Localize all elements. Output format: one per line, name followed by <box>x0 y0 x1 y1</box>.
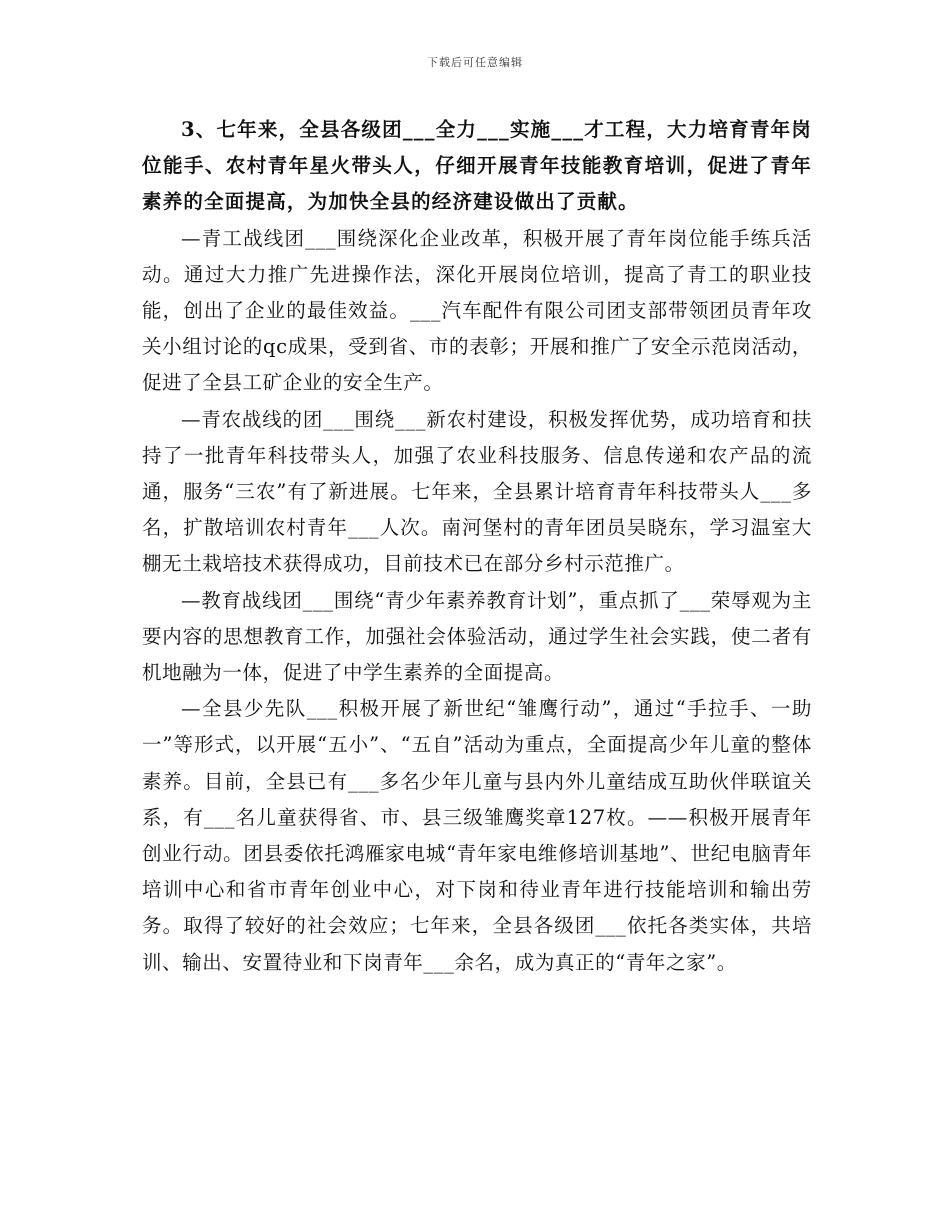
paragraph-young-pioneers: —全县少先队___积极开展了新世纪“雏鹰行动”，通过“手拉手、一助一”等形式，以开展“五小”、“五自”活动为重点，全面提高少年儿童的整体素养。目前，全县已有___多名少年儿童与县内外儿童结成互助伙伴联谊关系，有___名儿童获得省、市、县三级雏鹰奖章127枚。——积极开展青年创业行动。团县委依托鸿雁家电城“青年家电维修培训基地”、世纪电脑青年培训中心和省市青年创业中心，对下岗和待业青年进行技能培训和输出劳务。取得了较好的社会效应；七年来，全县各级团___依托各类实体，共培训、输出、安置待业和下岗青年___余名，成为真正的“青年之家”。 <box>142 697 812 974</box>
page-header: 下载后可任意编辑 <box>427 56 523 69</box>
paragraph-industry: —青工战线团___围绕深化企业改革，积极开展了青年岗位能手练兵活动。通过大力推广先进操作法，深化开展岗位培训，提高了青工的职业技能，创出了企业的最佳效益。___汽车配件有限公司团支部带领团员青年攻关小组讨论的qc成果，受到省、市的表彰；开展和推广了安全示范岗活动，促进了全县工矿企业的安全生产。 <box>142 226 812 395</box>
document-body <box>142 112 812 981</box>
paragraph-summary: 3、七年来，全县各级团___全力___实施___才工程，大力培育青年岗位能手、农村青年星火带头人，仔细开展青年技能教育培训，促进了青年素养的全面提高，为加快全县的经济建设做出了贡献。 <box>142 118 812 214</box>
paragraph-education: —教育战线团___围绕“青少年素养教育计划”，重点抓了___荣辱观为主要内容的思想教育工作，加强社会体验活动，通过学生社会实践，使二者有机地融为一体，促进了中学生素养的全面提高。 <box>142 588 812 685</box>
paragraph-agriculture: —青农战线的团___围绕___新农村建设，积极发挥优势，成功培育和扶持了一批青年科技带头人，加强了农业科技服务、信息传递和农产品的流通，服务“三农”有了新进展。七年来，全县累计培育青年科技带头人___多名，扩散培训农村青年___人次。南河堡村的青年团员吴晓东，学习温室大棚无土栽培技术获得成功，目前技术已在部分乡村示范推广。 <box>142 407 812 576</box>
